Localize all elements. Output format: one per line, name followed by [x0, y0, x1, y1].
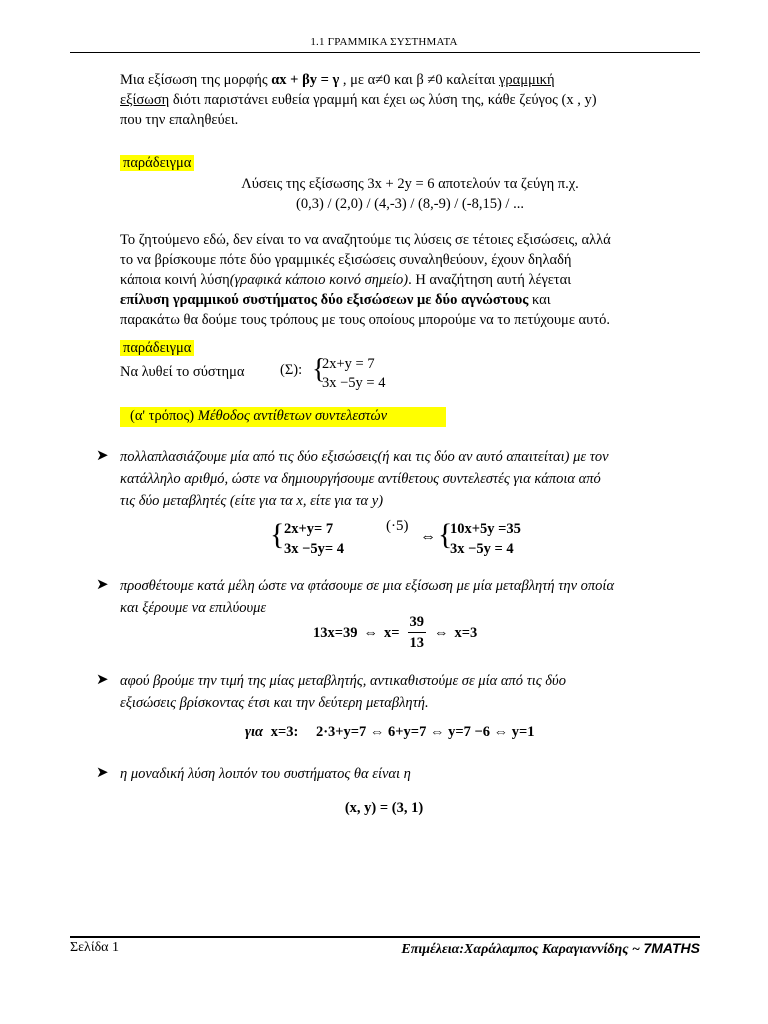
step-4-text: η μοναδική λύση λοιπόν του συστήματος θα είναι η: [120, 766, 411, 782]
intro-text: , με α≠0 και β ≠0 καλείται: [339, 72, 499, 88]
intro-text: διότι παριστάνει ευθεία γραμμή και έχει ως λύση της, κάθε ζεύγος (x , y): [169, 92, 597, 108]
system-brace-icon: {: [270, 518, 285, 551]
system-original: 2x+y= 7 3x −5y= 4: [284, 521, 345, 557]
footer-credit: Επιμέλεια:Χαράλαμπος Καραγιαννίδης ~ 7MATHS: [401, 940, 700, 957]
arrowhead-bullet-icon: ➤: [96, 672, 109, 688]
step-2-text: προσθέτουμε κατά μέλη ώστε να φτάσουμε σε μια εξίσωση με μία μεταβλητή την οποία και ξέρουμε να επιλύουμε: [120, 578, 615, 616]
system-equation-1: 2x+y = 7: [322, 356, 375, 372]
page-header-title: 1.1 ΓΡΑΜΜΙΚΑ ΣΥΣΤΗΜΑΤΑ: [310, 36, 458, 48]
step-3-text: αφού βρούμε την τιμή της μίας μεταβλητής, αντικαθιστούμε σε μία από τις δύο εξισώσεις βρίσκοντας έτσι και την δεύτερη μεταβλητή.: [120, 673, 566, 711]
iff-symbol: ⇔: [420, 528, 436, 545]
example-2-solve-text: Να λυθεί το σύστημα: [120, 364, 245, 380]
intro-paragraph: [120, 70, 700, 130]
system-brace-icon: {: [312, 354, 326, 385]
intro-line-3: που την επαληθεύει.: [120, 112, 239, 128]
arrowhead-bullet-icon: ➤: [96, 577, 109, 593]
final-solution: (x, y) = (3, 1): [344, 800, 424, 816]
example-1-line-2: (0,3) / (2,0) / (4,-3) / (8,-9) / (-8,15) / ...: [296, 196, 524, 212]
system-brace-icon: {: [438, 518, 453, 551]
multiplier: (·5): [386, 518, 409, 534]
linear-equation-form: αx + βy = γ: [271, 72, 340, 88]
body-line-2: το να βρίσκουμε πότε δύο γραμμικές εξισώσεις συναληθεύουν, έχουν δηλαδή: [120, 252, 572, 268]
body-line-4: επίλυση γραμμικού συστήματος δύο εξισώσεων με δύο αγνώστους και: [120, 292, 551, 308]
header-rule: [70, 52, 700, 53]
step-1-text: πολλαπλασιάζουμε μία από τις δύο εξισώσεις(ή και τις δύο αν αυτό απαιτείται) με τον κατάλληλο αριθμό, ώστε να δημιουργήσουμε αντίθετους συντελεστές για κάποια από τις δύο μεταβλητές (είτε για τα x, είτε για τα y): [120, 449, 609, 509]
addition-equation: 13x=39 ⇔ x= $\frac{39}{13}$ ⇔ x=3: [313, 614, 478, 651]
example-2-label: παράδειγμα: [120, 338, 700, 358]
intro-line-2: [120, 90, 700, 110]
intro-text: Μια εξίσωση της μορφής: [120, 72, 272, 88]
defined-term: γραμμική: [498, 72, 555, 88]
system-name: (Σ):: [280, 362, 303, 378]
method-label: (α' τρόπος) Μέθοδος αντίθετων συντελεστών: [130, 408, 388, 424]
page-number: Σελίδα 1: [70, 940, 120, 955]
body-line-1: Το ζητούμενο εδώ, δεν είναι το να αναζητούμε τις λύσεις σε τέτοιες εξισώσεις, αλλά: [120, 232, 611, 248]
fraction: $\frac{39}{13}$: [409, 614, 425, 651]
example-1-line-1: Λύσεις της εξίσωσης 3x + 2y = 6 αποτελούν τα ζεύγη π.χ.: [241, 176, 579, 192]
defined-term: εξίσωση: [120, 92, 170, 108]
arrowhead-bullet-icon: ➤: [96, 448, 109, 464]
body-line-3: κάποια κοινή λύση(γραφικά κάποιο κοινό σημείο). Η αναζήτηση αυτή λέγεται: [120, 272, 572, 288]
intro-line-1: [120, 70, 700, 90]
system-transformed: 10x+5y =35 3x −5y = 4: [450, 521, 521, 557]
system-equations: [322, 355, 385, 393]
system-equation-2: 3x −5y = 4: [322, 375, 386, 391]
example-1-label: παράδειγμα: [120, 153, 700, 173]
body-paragraph: [120, 230, 700, 330]
arrowhead-bullet-icon: ➤: [96, 765, 109, 781]
footer-rule: [70, 936, 700, 938]
brand-name: 7MATHS: [643, 940, 700, 956]
substitution-equation: για x=3: 2·3+y=7 ⇔ 6+y=7 ⇔ y=7 −6 ⇔ y=1: [245, 724, 535, 740]
body-line-5: παρακάτω θα δούμε τους τρόπους με τους οποίους μπορούμε να το πετύχουμε αυτό.: [120, 312, 611, 328]
